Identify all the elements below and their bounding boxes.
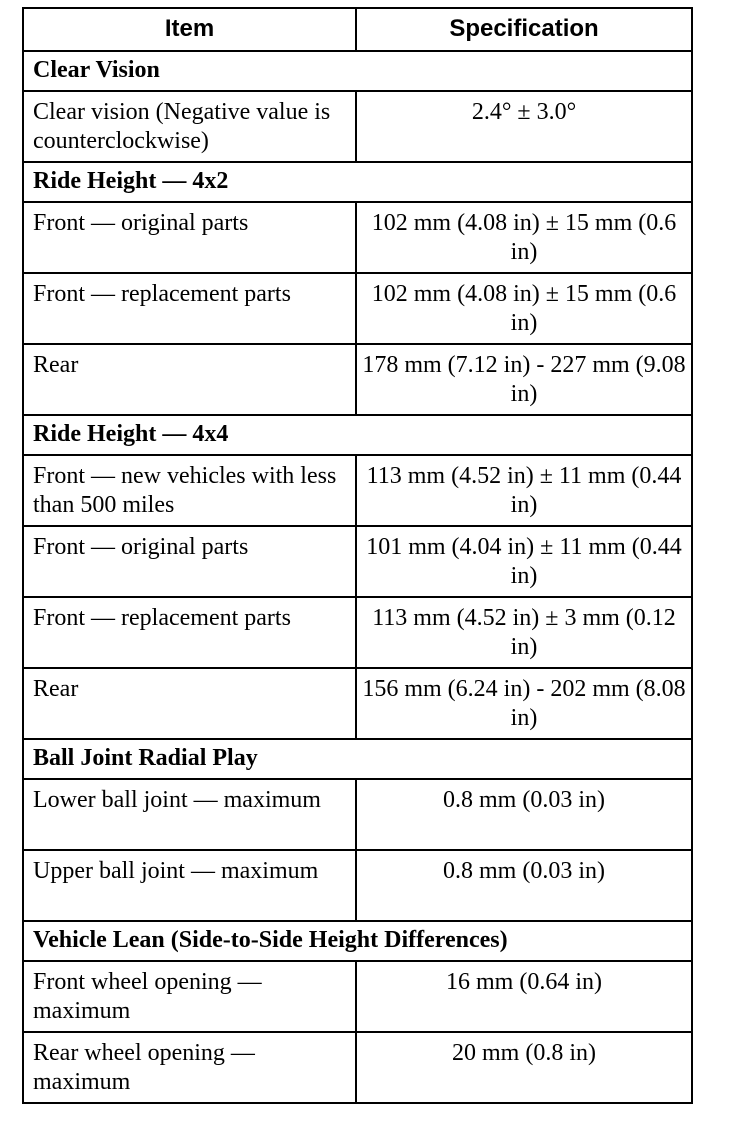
- spec-cell: 0.8 mm (0.03 in): [356, 850, 692, 921]
- table-row: [23, 1032, 692, 1103]
- item-cell: Clear vision (Negative value is counterclockwise): [23, 91, 356, 162]
- table-row: [23, 526, 692, 597]
- item-cell: Front wheel opening — maximum: [23, 961, 356, 1032]
- section-title: Ride Height — 4x2: [23, 162, 692, 202]
- spec-cell: 102 mm (4.08 in) ± 15 mm (0.6 in): [356, 273, 692, 344]
- item-cell: Front — original parts: [23, 526, 356, 597]
- table-row: [23, 202, 692, 273]
- item-column-header: Item: [23, 8, 356, 51]
- item-cell: Front — new vehicles with less than 500 miles: [23, 455, 356, 526]
- spec-cell: 102 mm (4.08 in) ± 15 mm (0.6 in): [356, 202, 692, 273]
- section-row-clear-vision: [23, 51, 692, 91]
- section-title: Ball Joint Radial Play: [23, 739, 692, 779]
- item-cell: Front — original parts: [23, 202, 356, 273]
- spec-cell: 113 mm (4.52 in) ± 3 mm (0.12 in): [356, 597, 692, 668]
- section-title: Vehicle Lean (Side-to-Side Height Differences): [23, 921, 692, 961]
- section-row-vehicle-lean: [23, 921, 692, 961]
- section-title: Ride Height — 4x4: [23, 415, 692, 455]
- item-cell: Rear: [23, 344, 356, 415]
- table-row: [23, 779, 692, 850]
- spec-cell: 156 mm (6.24 in) - 202 mm (8.08 in): [356, 668, 692, 739]
- section-row-ball-joint-radial-play: [23, 739, 692, 779]
- item-cell: Rear: [23, 668, 356, 739]
- specification-table: [22, 7, 693, 1104]
- spec-cell: 178 mm (7.12 in) - 227 mm (9.08 in): [356, 344, 692, 415]
- table-row: [23, 668, 692, 739]
- spec-cell: 0.8 mm (0.03 in): [356, 779, 692, 850]
- spec-cell: 2.4° ± 3.0°: [356, 91, 692, 162]
- section-row-ride-height-4x4: [23, 415, 692, 455]
- table-row: [23, 273, 692, 344]
- table-row: [23, 344, 692, 415]
- item-cell: Rear wheel opening — maximum: [23, 1032, 356, 1103]
- item-cell: Front — replacement parts: [23, 273, 356, 344]
- spec-cell: 16 mm (0.64 in): [356, 961, 692, 1032]
- item-cell: Upper ball joint — maximum: [23, 850, 356, 921]
- table-row: [23, 91, 692, 162]
- spec-cell: 20 mm (0.8 in): [356, 1032, 692, 1103]
- table-row: [23, 455, 692, 526]
- table-row: [23, 961, 692, 1032]
- section-title: Clear Vision: [23, 51, 692, 91]
- spec-cell: 113 mm (4.52 in) ± 11 mm (0.44 in): [356, 455, 692, 526]
- header-row: [23, 8, 692, 51]
- item-cell: Front — replacement parts: [23, 597, 356, 668]
- item-cell: Lower ball joint — maximum: [23, 779, 356, 850]
- spec-cell: 101 mm (4.04 in) ± 11 mm (0.44 in): [356, 526, 692, 597]
- specification-column-header: Specification: [356, 8, 692, 51]
- table-row: [23, 597, 692, 668]
- table-row: [23, 850, 692, 921]
- section-row-ride-height-4x2: [23, 162, 692, 202]
